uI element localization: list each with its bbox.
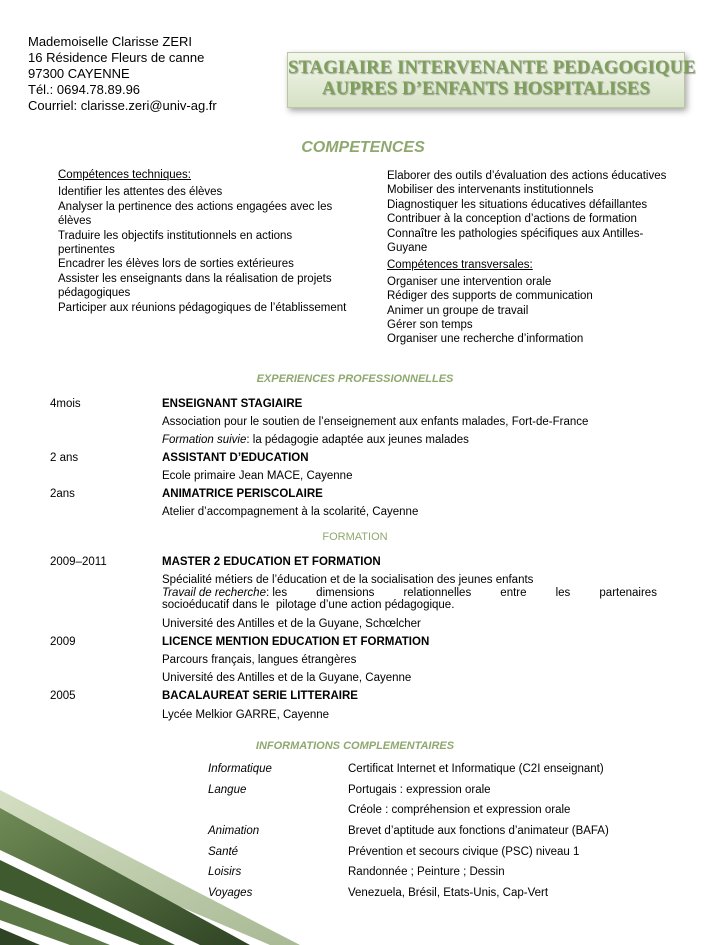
technical-skill: Identifier les attentes des élèves bbox=[58, 186, 223, 199]
formation-title: LICENCE MENTION EDUCATION ET FORMATION bbox=[162, 636, 430, 648]
formation-specialty: Spécialité métiers de l’éducation et de la socialisation des jeunes enfants bbox=[162, 574, 534, 586]
research-line bbox=[162, 587, 657, 599]
title-line1: STAGIAIRE INTERVENANTE PEDAGOGIQUE bbox=[288, 58, 696, 78]
technical-skills bbox=[58, 168, 346, 315]
experience-title: ANIMATRICE PERISCOLAIRE bbox=[162, 488, 323, 500]
info-key: Santé bbox=[208, 845, 239, 858]
info-key: Loisirs bbox=[208, 866, 242, 879]
research-word: : les bbox=[265, 587, 288, 599]
experience-duration: 4mois bbox=[50, 398, 81, 410]
info-value: Randonnée ; Peinture ; Dessin bbox=[348, 866, 505, 879]
research-word: les bbox=[555, 587, 571, 599]
formation-detail: Parcours français, langues étrangères bbox=[162, 654, 357, 666]
technical-skill: Mobiliser des intervenants institutionnels bbox=[387, 184, 594, 197]
technical-skill: pédagogiques bbox=[58, 287, 131, 300]
experience-detail: Association pour le soutien de l’enseignement aux enfants malades, Fort-de-France bbox=[162, 416, 589, 428]
decorative-corner-stripes bbox=[0, 790, 300, 945]
formation-years: 2009–2011 bbox=[50, 556, 107, 568]
technical-skill: élèves bbox=[58, 215, 92, 228]
experiences-heading: EXPERIENCES PROFESSIONNELLES bbox=[256, 373, 454, 385]
info-key: Animation bbox=[208, 825, 260, 838]
formation-school: Université des Antilles et de la Guyane, Cayenne bbox=[162, 672, 412, 684]
info-value: Certificat Internet et Informatique (C2I enseignant) bbox=[348, 763, 604, 775]
technical-skill: pertinentes bbox=[58, 244, 115, 257]
competences-heading: COMPETENCES bbox=[301, 139, 425, 156]
experience-title: ENSEIGNANT STAGIAIRE bbox=[162, 398, 303, 410]
transversal-skill: Rédiger des supports de communication bbox=[387, 290, 593, 303]
technical-skills-continued bbox=[387, 169, 666, 347]
contact-address-line1: 16 Résidence Fleurs de canne bbox=[28, 50, 205, 65]
transversal-skills-heading: Compétences transversales: bbox=[387, 259, 533, 272]
technical-skill: Encadrer les élèves lors de sorties extérieures bbox=[58, 258, 294, 271]
info-key: Informatique bbox=[208, 763, 272, 775]
info-value: Brevet d’aptitude aux fonctions d’animateur (BAFA) bbox=[348, 825, 609, 838]
research-label: Travail de recherche bbox=[162, 587, 266, 599]
info-key: Langue bbox=[208, 783, 247, 796]
research-word: partenaires bbox=[599, 587, 657, 599]
experience-detail: Atelier d’accompagnement à la scolarité, Cayenne bbox=[162, 506, 419, 518]
research-word: entre bbox=[500, 587, 527, 599]
info-key: Voyages bbox=[208, 887, 253, 900]
training-label: Formation suivie bbox=[162, 434, 247, 446]
experience-detail: Ecole primaire Jean MACE, Cayenne bbox=[162, 470, 353, 482]
info-heading: INFORMATIONS COMPLEMENTAIRES bbox=[255, 740, 455, 752]
transversal-skill: Organiser une recherche d’information bbox=[387, 333, 584, 346]
info-value: Portugais : expression orale bbox=[348, 783, 491, 796]
info-value: Créole : compréhension et expression orale bbox=[348, 804, 571, 817]
contact-phone: Tél.: 0694.78.89.96 bbox=[28, 82, 141, 97]
experience-title: ASSISTANT D’EDUCATION bbox=[162, 452, 309, 464]
technical-skill: Diagnostiquer les situations éducatives défaillantes bbox=[387, 198, 648, 211]
formation-school: Lycée Melkior GARRE, Cayenne bbox=[162, 709, 330, 721]
technical-skill: Assister les enseignants dans la réalisation de projets bbox=[58, 272, 332, 285]
experience-duration: 2ans bbox=[50, 488, 75, 500]
transversal-skill: Animer un groupe de travail bbox=[387, 304, 529, 317]
technical-skill: Participer aux réunions pédagogiques de l’établissement bbox=[58, 301, 347, 314]
formation-school: Université des Antilles et de la Guyane, Schœlcher bbox=[162, 618, 421, 630]
title-line2: AUPRES D’ENFANTS HOSPITALISES bbox=[322, 79, 650, 99]
technical-skill: Connaître les pathologies spécifiques aux Antilles- bbox=[387, 227, 644, 240]
technical-skill: Guyane bbox=[387, 242, 428, 255]
experience-duration: 2 ans bbox=[50, 452, 79, 464]
formation-years: 2005 bbox=[50, 690, 76, 702]
research-word: relationnelles bbox=[403, 587, 472, 599]
technical-skills-heading: Compétences techniques: bbox=[58, 169, 191, 181]
contact-address-line2: 97300 CAYENNE bbox=[28, 66, 130, 81]
formation-heading: FORMATION bbox=[322, 531, 388, 543]
formation-title: BACALAUREAT SERIE LITTERAIRE bbox=[162, 690, 358, 702]
technical-skill: Analyser la pertinence des actions engagées avec les bbox=[58, 200, 333, 213]
info-value: Prévention et secours civique (PSC) niveau 1 bbox=[348, 845, 580, 858]
training-text: : la pédagogie adaptée aux jeunes malades bbox=[246, 434, 469, 446]
experience-training bbox=[162, 434, 469, 446]
info-value: Venezuela, Brésil, Etats-Unis, Cap-Vert bbox=[348, 887, 549, 900]
contact-email: Courriel: clarisse.zeri@univ-ag.fr bbox=[28, 98, 217, 113]
technical-skill: Elaborer des outils d’évaluation des actions éducatives bbox=[387, 170, 667, 182]
research-line2a: socioéducatif dans le bbox=[162, 599, 270, 611]
contact-block bbox=[28, 34, 217, 114]
transversal-skill: Gérer son temps bbox=[387, 319, 473, 332]
technical-skill: Contribuer à la conception d’actions de formation bbox=[387, 213, 637, 226]
research-label-group bbox=[162, 587, 287, 599]
formation-years: 2009 bbox=[50, 636, 76, 648]
formation-title: MASTER 2 EDUCATION ET FORMATION bbox=[162, 556, 381, 568]
research-word: dimensions bbox=[316, 587, 375, 599]
research-line2b: pilotage d’une action pédagogique. bbox=[276, 599, 455, 611]
transversal-skill: Organiser une intervention orale bbox=[387, 275, 552, 288]
technical-skill: Traduire les objectifs institutionnels en actions bbox=[58, 229, 293, 242]
contact-name: Mademoiselle Clarisse ZERI bbox=[28, 34, 192, 49]
title-banner bbox=[287, 52, 696, 108]
